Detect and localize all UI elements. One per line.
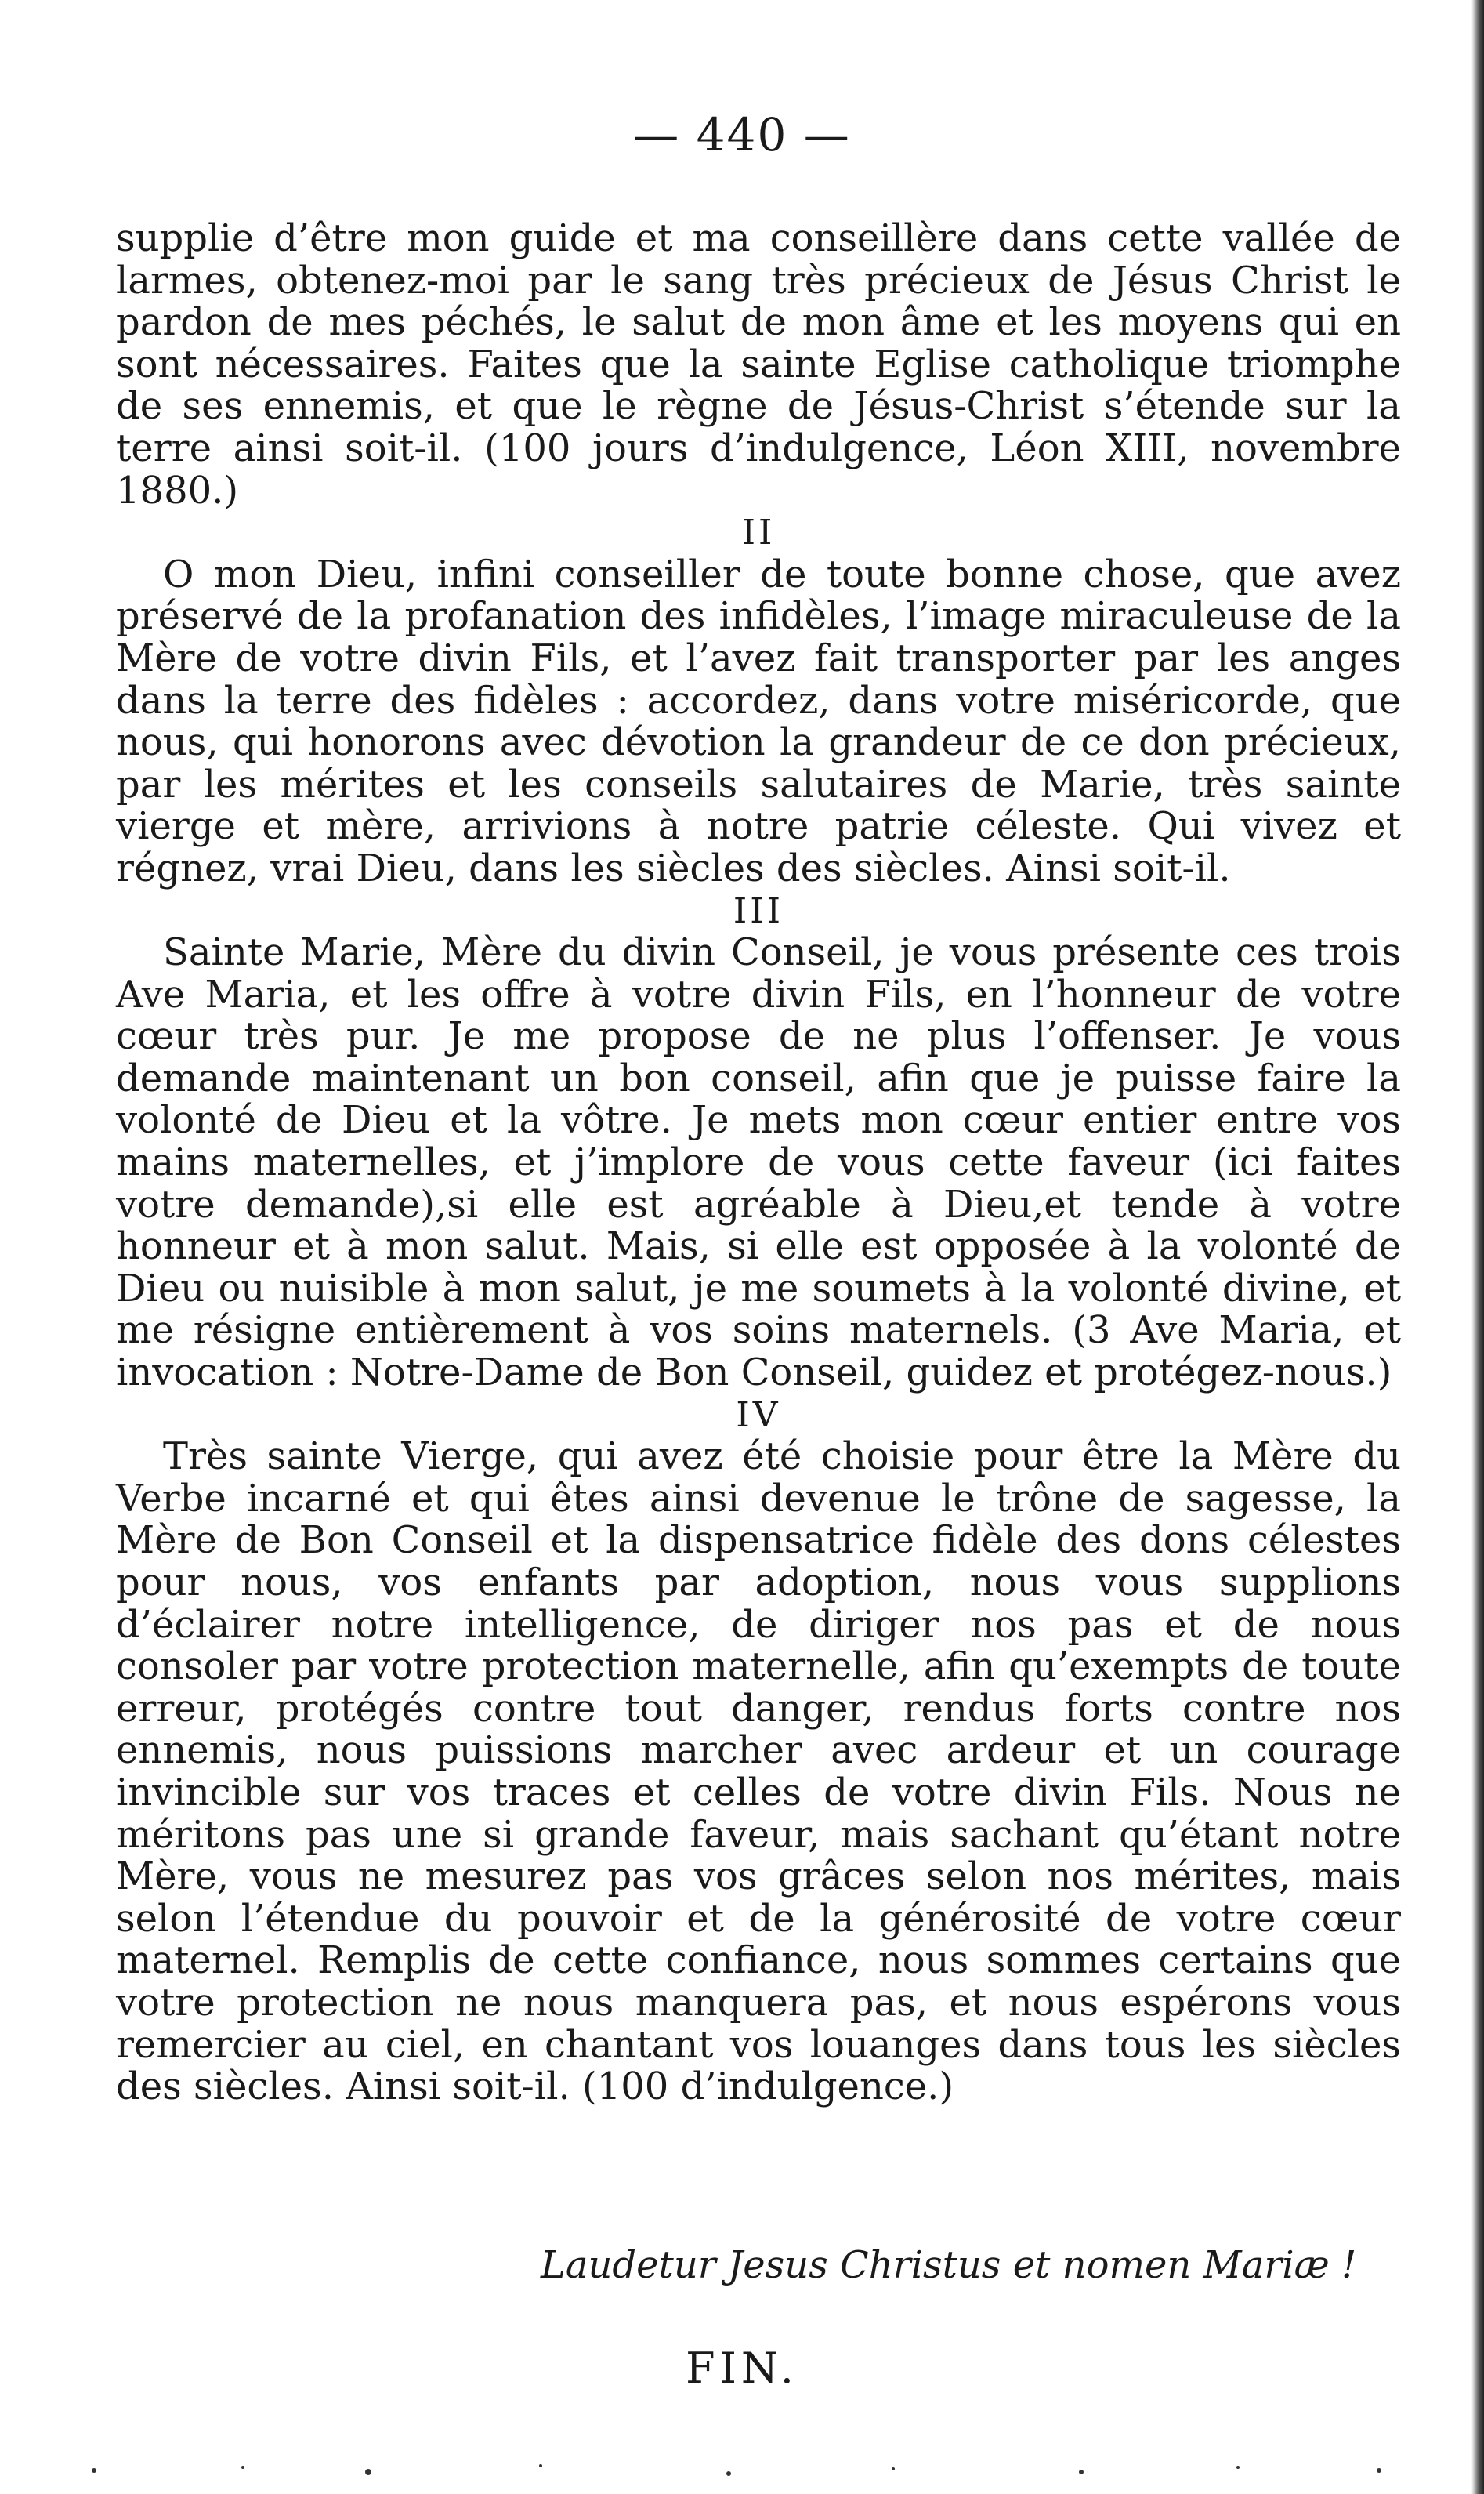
section-heading-2: II: [741, 513, 776, 553]
paragraph-4: Très sainte Vierge, qui avez été choisie pour être la Mère du Verbe incarné et qui êtes ainsi devenue le trône de sagesse, la Mère de Bon Conseil et la dispensatrice fidèle des dons célestes pour nous, vos enfants par adoption, nous vous supplions d’éclairer notre intelligence, de diriger nos pas et de nous consoler par votre protection maternelle, afin qu’exempts de toute erreur, protégés contre tout danger, rendus forts contre nos ennemis, nous puissions marcher avec ardeur et un courage invincible sur vos traces et celles de votre divin Fils. Nous ne méritons pas une si grande faveur, mais sachant qu’étant notre Mère, vous ne mesurez pas vos grâces selon nos mérites, mais selon l’étendue du pouvoir et de la générosité de votre cœur maternel. Remplis de cette confiance, nous sommes certains que votre protection ne nous manquera pas, et nous espérons vous remercier au ciel, en chantant vos louanges dans tous les siècles des siècles. Ainsi soit-il. (100 d’indulgence.): [116, 1434, 1401, 2109]
print-specks: [0, 2453, 1484, 2485]
page-number: — 440 —: [633, 108, 851, 161]
section-heading-4: IV: [736, 1394, 781, 1435]
paragraph-1: supplie d’être mon guide et ma conseillère dans cette vallée de larmes, obtenez-moi par le sang très précieux de Jésus Christ le pardon de mes péchés, le salut de mon âme et les moyens qui en sont nécessaires. Faites que la sainte Eglise catholique triomphe de ses ennemis, et que le règne de Jésus-Christ s’étende sur la terre ainsi soit-il. (100 jours d’indulgence, Léon XIII, novembre 1880.): [116, 216, 1401, 513]
page-edge-shadow: [1471, 0, 1484, 2494]
paragraph-3: Sainte Marie, Mère du divin Conseil, je vous présente ces trois Ave Maria, et les offre à votre divin Fils, en l’honneur de votre cœur très pur. Je me propose de ne plus l’offenser. Je vous demande maintenant un bon conseil, afin que je puisse faire la volonté de Dieu et la vôtre. Je mets mon cœur entier entre vos mains maternelles, et j’implore de vous cette faveur (ici faites votre demande),si elle est agréable à Dieu,et tende à votre honneur et à mon salut. Mais, si elle est opposée à la volonté de Dieu ou nuisible à mon salut, je me soumets à la volonté divine, et me résigne entièrement à vos soins maternels. (3 Ave Maria, et invocation : Notre-Dame de Bon Conseil, guidez et protégez-nous.): [116, 930, 1401, 1395]
closing-invocation: Laudetur Jesus Christus et nomen Mariæ !: [541, 2243, 1357, 2287]
body-text: [116, 218, 1401, 2108]
section-heading-3: III: [733, 890, 784, 931]
paragraph-2: O mon Dieu, infini conseiller de toute bonne chose, que avez préservé de la profanation des infidèles, l’image miraculeuse de la Mère de votre divin Fils, et l’avez fait transporter par les anges dans la terre des fidèles : accordez, dans votre miséricorde, que nous, qui honorons avec dévotion la grandeur de ce don précieux, par les mérites et les conseils salutaires de Marie, très sainte vierge et mère, arrivions à notre patrie céleste. Qui vivez et régnez, vrai Dieu, dans les siècles des siècles. Ainsi soit-il.: [116, 552, 1401, 890]
end-mark: FIN.: [686, 2344, 798, 2393]
